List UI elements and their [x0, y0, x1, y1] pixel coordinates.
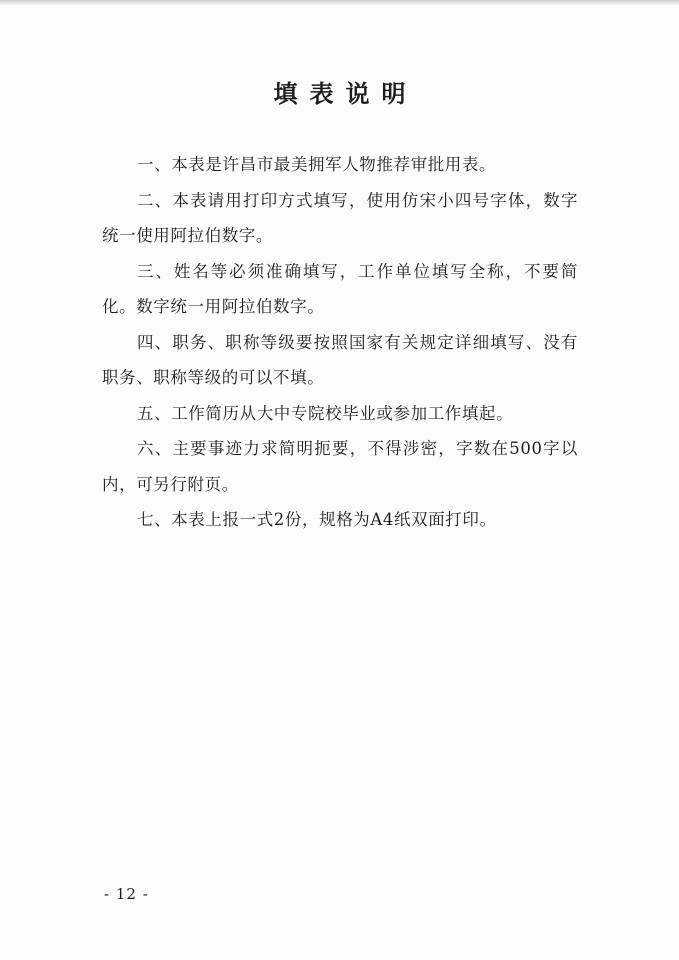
instruction-item-6: 六、主要事迹力求简明扼要，不得涉密，字数在500字以内，可另行附页。	[102, 439, 578, 494]
instruction-item-5: 五、工作简历从大中专院校毕业或参加工作填起。	[137, 403, 514, 423]
instruction-item-2: 二、本表请用打印方式填写，使用仿宋小四号字体，数字统一使用阿拉伯数字。	[102, 190, 578, 245]
instruction-item-1: 一、本表是许昌市最美拥军人物推荐审批用表。	[137, 155, 497, 174]
instructions-body	[102, 147, 578, 538]
page-number: - 12 -	[104, 885, 149, 903]
page-title: 填表说明	[273, 79, 418, 108]
scan-edge	[0, 0, 679, 6]
instruction-item-3: 三、姓名等必须准确填写，工作单位填写全称，不要简化。数字统一用阿拉伯数字。	[102, 261, 578, 316]
instruction-item-4: 四、职务、职称等级要按照国家有关规定详细填写、没有职务、职称等级的可以不填。	[102, 332, 578, 387]
instruction-item-7: 七、本表上报一式2份，规格为A4纸双面打印。	[137, 510, 497, 529]
